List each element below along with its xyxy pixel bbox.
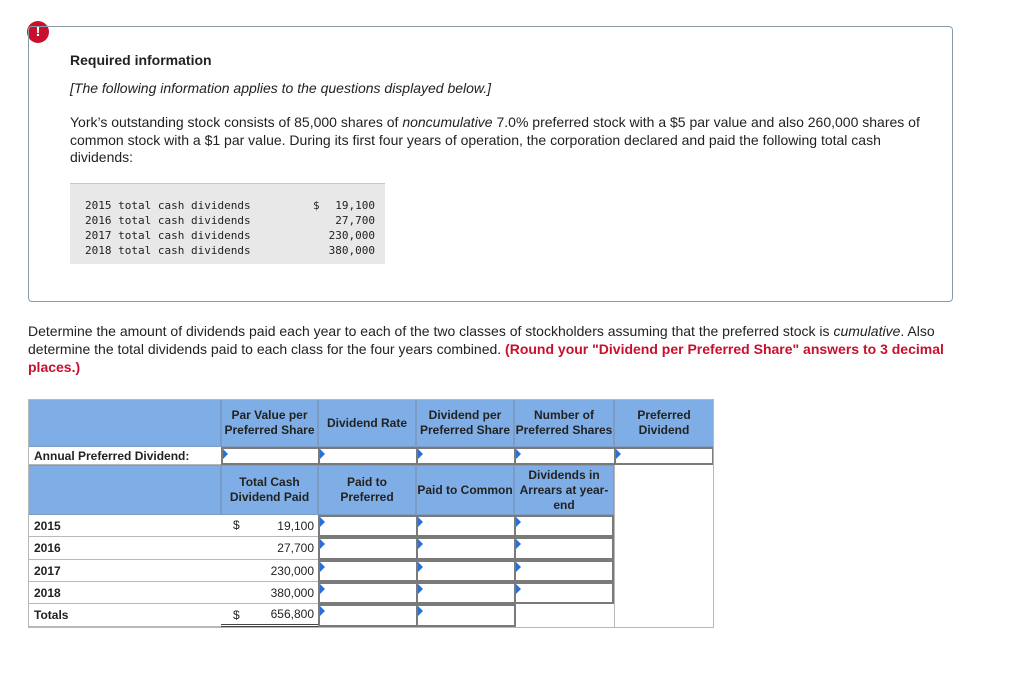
dividend-row <box>70 214 385 229</box>
currency-symbol: $ <box>233 608 240 622</box>
arrears-empty-column <box>614 465 714 628</box>
cash-dividends-table <box>70 183 385 264</box>
dividend-label: 2017 total cash dividends <box>85 229 251 242</box>
dividend-worksheet <box>28 399 714 629</box>
header-dividend-rate: Dividend Rate <box>318 399 416 447</box>
header-par-value: Par Value per Preferred Share <box>221 399 318 447</box>
dividend-row <box>70 229 385 244</box>
dividend-row <box>70 244 385 259</box>
header-number-of-shares: Number of Preferred Shares <box>514 399 614 447</box>
info-note: [The following information applies to the questions displayed below.] <box>70 80 492 96</box>
total-cash-dividend-sum: 656,800 <box>221 604 318 627</box>
total-cash-dividend-value: 230,000 <box>221 560 318 582</box>
question-italic: cumulative <box>833 323 901 339</box>
dividend-amount: 19,100 <box>335 199 375 212</box>
total-cash-dividend-value: 27,700 <box>221 537 318 560</box>
header-paid-to-common: Paid to Common <box>416 465 514 515</box>
row-year-label: 2016 <box>28 537 221 560</box>
worksheet-border <box>28 399 714 628</box>
total-cash-dividend-value: 19,100 <box>221 515 318 537</box>
header-dividend-per-share: Dividend per Preferred Share <box>416 399 514 447</box>
question-text-1: Determine the amount of dividends paid each year to each of the two classes of stockholders assuming that the preferred stock is <box>28 323 834 339</box>
header-preferred-dividend: Preferred Dividend <box>614 399 714 447</box>
dividend-label: 2015 total cash dividends <box>85 199 251 212</box>
dividend-label: 2018 total cash dividends <box>85 244 251 257</box>
info-para-italic: noncumulative <box>402 114 493 130</box>
row-year-label: 2017 <box>28 560 221 582</box>
dividend-amount: 230,000 <box>328 229 375 242</box>
rounding-instruction: (Round your "Dividend per Preferred Share" answers to 3 decimal places.) <box>28 341 944 375</box>
dividend-label: 2016 total cash dividends <box>85 214 251 227</box>
header-paid-to-preferred: Paid to Preferred <box>318 465 416 515</box>
totals-label: Totals <box>28 604 221 627</box>
row-year-label: 2015 <box>28 515 221 537</box>
info-title: Required information <box>70 52 212 68</box>
annual-preferred-dividend-label: Annual Preferred Dividend: <box>28 447 221 465</box>
info-para-text-2: 7.0% preferred stock with a $5 par value and also 260,000 shares of common stock with a $1 par value. During its first four years of operation, the corporation declared and paid the following total cash dividends: <box>70 114 920 165</box>
row-year-label: 2018 <box>28 582 221 604</box>
header-dividends-in-arrears: Dividends in Arrears at year-end <box>514 465 614 515</box>
info-para-text-1: York’s outstanding stock consists of 85,000 shares of <box>70 114 403 130</box>
info-paragraph <box>70 114 930 167</box>
question-text <box>28 322 958 376</box>
dividend-amount: 380,000 <box>328 244 375 257</box>
dividend-amount: 27,700 <box>335 214 375 227</box>
dividend-row <box>70 199 385 214</box>
alert-icon: ! <box>27 21 49 43</box>
total-cash-dividend-value: 380,000 <box>221 582 318 604</box>
header-total-cash-dividend: Total Cash Dividend Paid <box>221 465 318 515</box>
currency-symbol: $ <box>233 518 240 532</box>
question-text-2: . Also determine the total dividends paid to each class for the four years combined. <box>28 323 935 357</box>
dividend-currency: $ <box>313 199 320 212</box>
